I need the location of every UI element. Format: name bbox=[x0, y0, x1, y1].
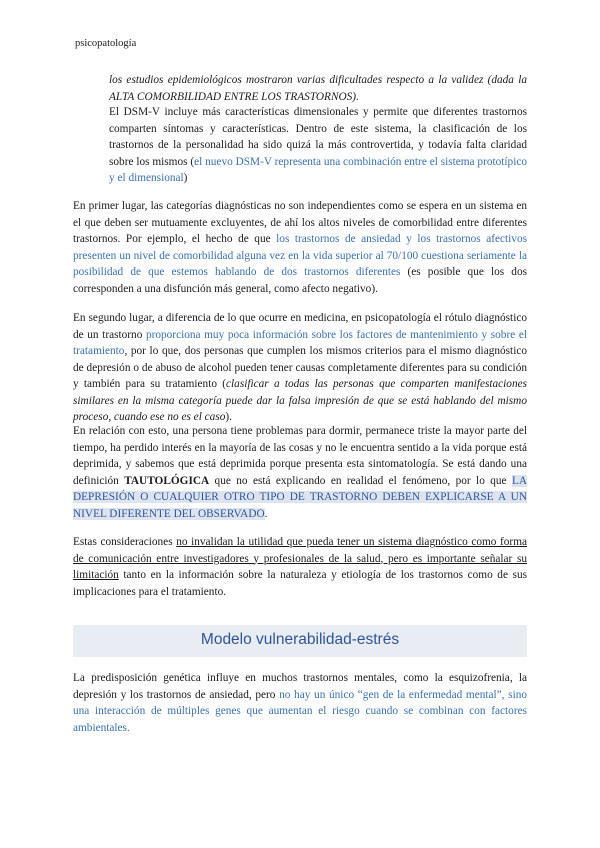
paragraph-dsm5 bbox=[109, 104, 527, 187]
section-heading: Modelo vulnerabilidad-estrés bbox=[200, 631, 400, 648]
paragraph-considerations bbox=[73, 534, 527, 600]
tautology-a: En relación con esto, una persona tiene problemas para dormir, permanece triste la mayor parte del tiempo, ha perdido interés en la mayoría de las cosas y no le encuentra sentido a la vida porque está deprimida, y sabemos que está deprimida porque presenta esta sintomatología. Se está dando una definición bbox=[73, 425, 527, 487]
tautology-bold: TAUTOLÓGICA bbox=[124, 474, 210, 487]
validity-end: . bbox=[356, 90, 359, 103]
paragraph-first-point bbox=[73, 198, 527, 297]
first-point-highlight: los trastornos de ansiedad y los trastornos afectivos presenten un nivel de comorbilidad alguna vez en la vida superior al 70/100 cuestiona seriamente la posibilidad de que estemos hablando de dos trastornos diferentes bbox=[73, 233, 527, 278]
dsm5-note: el nuevo DSM-V representa una combinación entre el sistema prototípico y el dimensional bbox=[109, 155, 527, 184]
second-point-a: En segundo lugar, a diferencia de lo que ocurre en medicina, en psicopatología el rótulo diagnóstico de un trastorno bbox=[73, 312, 527, 341]
first-point-b: (es posible que los dos corresponden a una disfunción más general, como afecto negativo). bbox=[73, 266, 527, 295]
considerations-b: tanto en la información sobre la naturaleza y etiología de los trastornos como de sus implicaciones para el tratamiento. bbox=[73, 569, 527, 598]
page-header: psicopatología bbox=[75, 38, 137, 49]
second-point-highlight: proporciona muy poca información sobre los factores de mantenimiento y sobre el tratamiento bbox=[73, 328, 527, 357]
validity-text: los estudios epidemiológicos mostraron varias dificultades respecto a la validez (dada la ALTA COMORBILIDAD ENTRE LOS TRASTORNOS) bbox=[109, 74, 527, 103]
considerations-underlined: no invalidan la utilidad que pueda tener un sistema diagnóstico como forma de comunicación entre investigadores y profesionales de la salud, pero es importante señalar su limitación bbox=[73, 536, 527, 581]
considerations-a: Estas consideraciones bbox=[73, 536, 177, 548]
paragraph-vulnerability bbox=[73, 670, 527, 736]
vulnerability-highlight: no hay un único “gen de la enfermedad mental”, sino una interacción de múltiples genes que aumentan el riesgo cuando se combinan con factores ambientales. bbox=[73, 688, 527, 734]
paragraph-tautology bbox=[73, 423, 527, 522]
second-point-italic: clasificar a todas las personas que comparten manifestaciones similares en la misma categoría puede dar la falsa impresión de que se está hablando del mismo proceso, cuando ese no es el caso bbox=[73, 378, 527, 423]
tautology-b: que no está explicando en realidad el fenómeno, por lo que bbox=[209, 474, 512, 487]
paragraph-validity bbox=[109, 72, 527, 105]
second-point-c: ). bbox=[225, 411, 232, 423]
first-point-a: En primer lugar, las categorías diagnósticas no son independientes como se espera en un sistema en el que deben ser mutuamente excluyentes, de ahí los altos niveles de comorbilidad entre diferentes trastornos. Por ejemplo, el hecho de que bbox=[73, 200, 527, 245]
tautology-highlight: LA DEPRESIÓN O CUALQUIER OTRO TIPO DE TRASTORNO DEBEN EXPLICARSE A UN NIVEL DIFERENTE DEL OBSERVADO bbox=[73, 474, 527, 520]
tautology-c: . bbox=[264, 507, 268, 520]
second-point-b: , por lo que, dos personas que cumplen los mismos criterios para el mismo diagnóstico de depresión o de abuso de alcohol pueden tener causas completamente diferentes para su condición y también para su tratamiento ( bbox=[73, 345, 527, 390]
vulnerability-a: La predisposición genética influye en muchos trastornos mentales, como la esquizofrenia, la depresión y los trastornos de ansiedad, pero bbox=[73, 672, 527, 701]
paragraph-second-point bbox=[73, 310, 527, 426]
dsm5-text: El DSM-V incluye más características dimensionales y permite que diferentes trastornos comparten síntomas y características. Dentro de este sistema, la clasificación de los trastornos de la personalidad ha sido quizá la más controvertida, y todavía falta claridad sobre los mismos ( bbox=[109, 106, 527, 168]
section-heading-box bbox=[73, 625, 527, 657]
dsm5-end: ) bbox=[183, 172, 188, 184]
